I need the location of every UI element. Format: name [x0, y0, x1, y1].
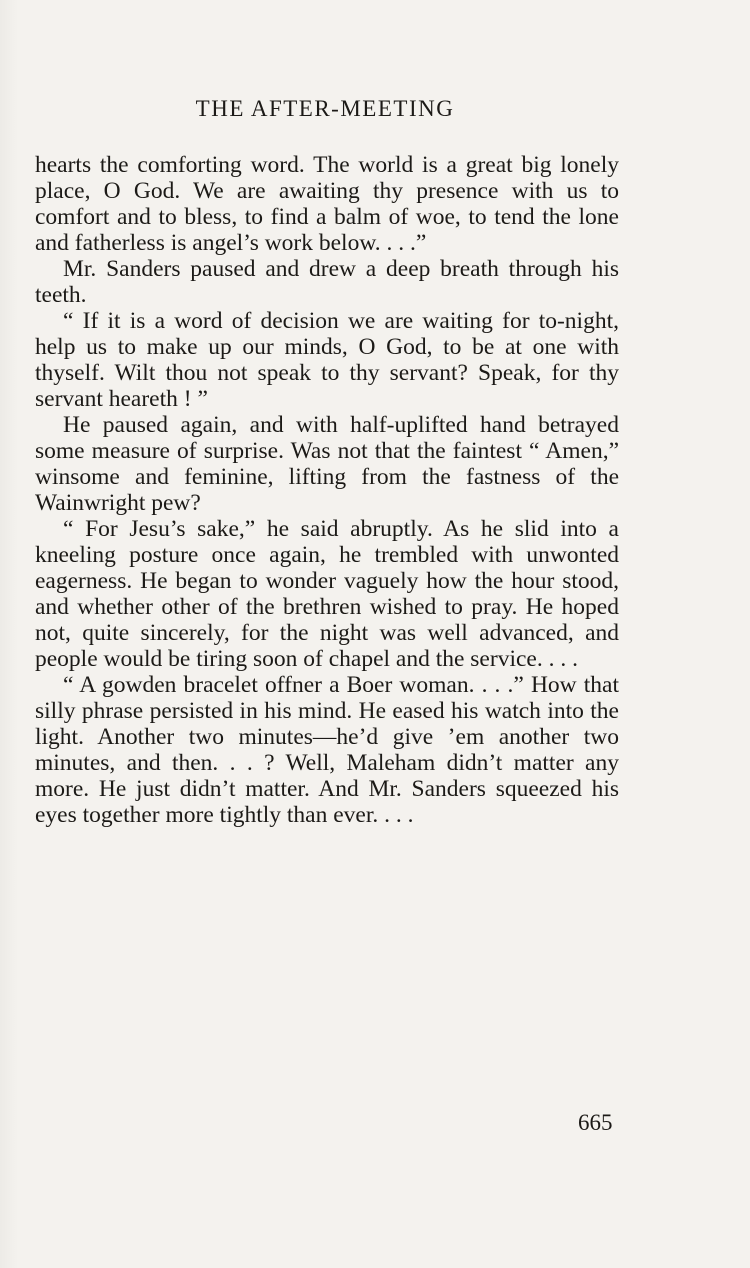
paragraph: “ For Jesu’s sake,” he said abruptly. As he slid into a kneeling posture once again, he trembled with unwonted eagerness. He began to wonder vaguely how the hour stood, and whether other of the brethren wished to pray. He hoped not, quite sincerely, for the night was well advanced, and people would be tiring soon of chapel and the service. . . . — [35, 516, 619, 672]
paragraph: “ A gowden bracelet offner a Boer woman. . . .” How that silly phrase persisted in his mind. He eased his watch into the light. Another two minutes—he’d give ’em another two minutes, and then. . . ? Well, Maleham didn’t matter any more. He just didn’t matter. And Mr. Sanders squeezed his eyes together more tightly than ever. . . . — [35, 672, 619, 828]
page-number: 665 — [578, 1110, 613, 1135]
running-head: THE AFTER-MEETING — [195, 96, 455, 121]
body-text — [35, 152, 619, 828]
paragraph: hearts the comforting word. The world is a great big lonely place, O God. We are awaiting thy presence with us to comfort and to bless, to find a balm of woe, to tend the lone and fatherless is angel’s work below. . . .” — [35, 152, 619, 256]
paragraph: He paused again, and with half-uplifted hand betrayed some measure of surprise. Was not that the faintest “ Amen,” winsome and feminine, lifting from the fastness of the Wainwright pew? — [35, 412, 619, 516]
paragraph: “ If it is a word of decision we are waiting for to-night, help us to make up our minds, O God, to be at one with thyself. Wilt thou not speak to thy servant? Speak, for thy servant heareth ! ” — [35, 308, 619, 412]
paragraph: Mr. Sanders paused and drew a deep breath through his teeth. — [35, 256, 619, 308]
